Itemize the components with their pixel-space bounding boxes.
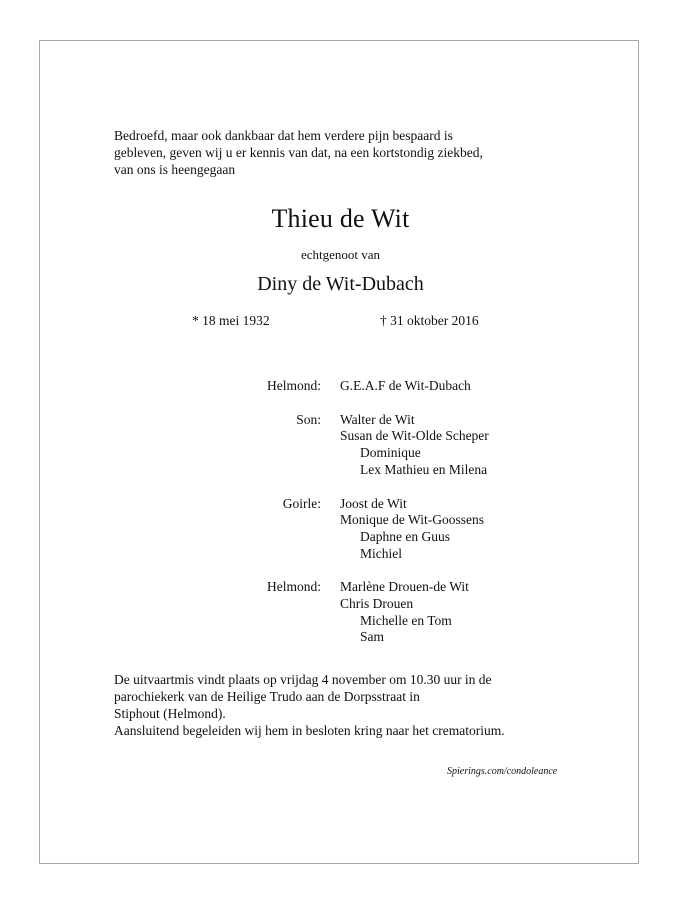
family-members <box>340 579 681 646</box>
family-members <box>340 496 681 563</box>
closing-line: Stiphout (Helmond). <box>114 706 226 721</box>
closing-line: De uitvaartmis vindt plaats op vrijdag 4 november om 10.30 uur in de <box>114 672 492 687</box>
relation-text: echtgenoot van <box>300 247 381 262</box>
condolence-signature: Spierings.com/condoleance <box>447 766 558 777</box>
family-members <box>340 378 681 395</box>
closing-paragraph <box>114 671 574 739</box>
family-grandchild: Sam <box>360 629 385 645</box>
intro-line: gebleven, geven wij u er kennis van dat, na een kortstondig ziekbed, <box>114 145 483 160</box>
family-member: Walter de Wit <box>340 411 415 427</box>
family-place: Helmond: <box>267 378 321 393</box>
birth-date: * 18 mei 1932 <box>192 313 270 328</box>
family-members <box>340 412 681 479</box>
family-grandchild: Daphne en Guus <box>360 528 450 544</box>
family-group <box>0 412 681 479</box>
family-group <box>0 496 681 563</box>
spouse-name: Diny de Wit-Dubach <box>257 273 424 295</box>
family-place: Helmond: <box>267 579 321 595</box>
family-member: Marlène Drouen-de Wit <box>340 579 469 595</box>
family-place: Son: <box>296 411 321 427</box>
closing-line: parochiekerk van de Heilige Trudo aan de Dorpsstraat in <box>114 689 420 704</box>
death-date: † 31 oktober 2016 <box>380 313 479 328</box>
family-grandchild: Michiel <box>360 545 402 561</box>
intro-paragraph <box>114 127 554 178</box>
family-grandchild: Lex Mathieu en Milena <box>360 461 488 477</box>
family-member: G.E.A.F de Wit-Dubach <box>340 378 471 393</box>
family-grandchild: Michelle en Tom <box>360 612 452 628</box>
family-member: Joost de Wit <box>340 495 407 511</box>
closing-line: Aansluitend begeleiden wij hem in besloten kring naar het crematorium. <box>114 723 505 738</box>
family-member: Chris Drouen <box>340 596 414 612</box>
family-grandchild: Dominique <box>360 445 421 461</box>
family-group <box>0 579 681 646</box>
family-list <box>0 378 681 663</box>
family-member: Monique de Wit-Goossens <box>340 512 484 528</box>
family-member: Susan de Wit-Olde Scheper <box>340 428 489 444</box>
deceased-name: Thieu de Wit <box>271 204 410 233</box>
intro-line: Bedroefd, maar ook dankbaar dat hem verdere pijn bespaard is <box>114 128 453 143</box>
intro-line: van ons is heengegaan <box>114 162 236 177</box>
family-group <box>0 378 681 395</box>
family-place: Goirle: <box>282 495 321 511</box>
